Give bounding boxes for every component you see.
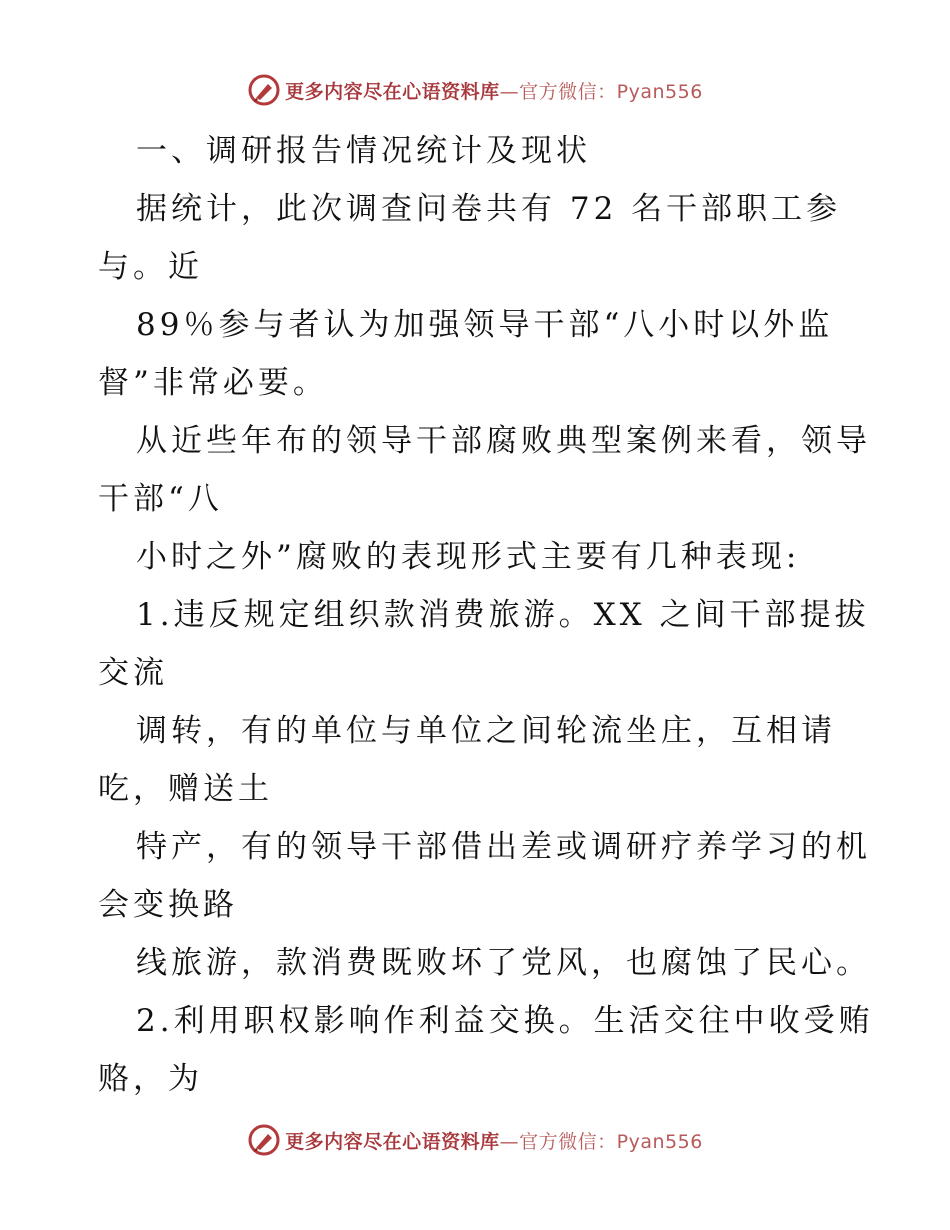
body-line-1: 一、调研报告情况统计及现状 <box>136 133 591 169</box>
body-line-8: 小时之外”腐败的表现形式主要有几种表现: <box>136 539 801 575</box>
body-line-13: 特产，有的领导干部借出差或调研疗养学习的机 <box>136 829 871 865</box>
banner-contact: 官方微信：Pyan556 <box>519 80 703 103</box>
body-line-15: 线旅游，款消费既败坏了党风，也腐蚀了民心。 <box>136 945 871 981</box>
body-line-12: 吃，赠送土 <box>98 771 273 807</box>
body-line-14: 会变换路 <box>98 887 238 923</box>
body-line-17: 赂，为 <box>98 1061 203 1097</box>
banner-text <box>285 1127 703 1154</box>
pen-logo-icon <box>247 1123 281 1157</box>
banner-dash: — <box>499 80 520 103</box>
banner-brand: 更多内容尽在心语资料库 <box>285 80 500 103</box>
body-line-7: 干部“八 <box>98 481 223 517</box>
body-line-6: 从近些年布的领导干部腐败典型案例来看，领导 <box>136 423 871 459</box>
banner-contact: 官方微信：Pyan556 <box>519 1130 703 1153</box>
body-line-2: 据统计，此次调查问卷共有 72 名干部职工参 <box>136 191 842 227</box>
footer-banner <box>0 1120 950 1160</box>
banner-brand: 更多内容尽在心语资料库 <box>285 1130 500 1153</box>
banner-dash: — <box>499 1130 520 1153</box>
body-line-9: 1.违反规定组织款消费旅游。XX 之间干部提拔 <box>136 597 870 633</box>
pen-logo-icon <box>247 73 281 107</box>
body-line-10: 交流 <box>98 655 168 691</box>
body-line-16: 2.利用职权影响作利益交换。生活交往中收受贿 <box>136 1003 874 1039</box>
body-line-11: 调转，有的单位与单位之间轮流坐庄，互相请 <box>136 713 836 749</box>
document-body <box>98 122 874 1108</box>
banner-text <box>285 77 703 104</box>
header-banner <box>0 70 950 110</box>
body-line-3: 与。近 <box>98 249 203 285</box>
body-line-5: 督”非常必要。 <box>98 365 328 401</box>
body-line-4: 89％参与者认为加强领导干部“八小时以外监 <box>136 307 834 343</box>
